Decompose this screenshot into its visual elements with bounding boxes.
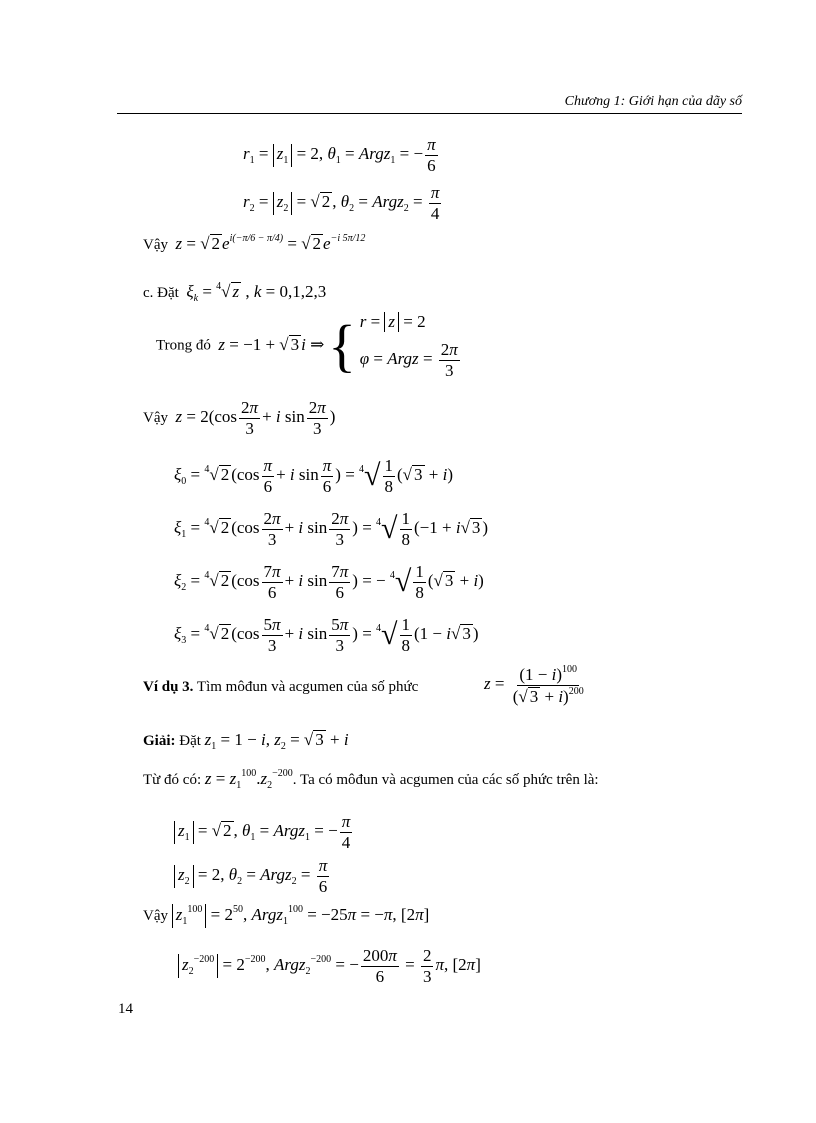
eq-xi1: $\xi_1 = ^4√$ 2 (cos $\frac{2\pi}{3}$ + i sin $\frac{2\pi}{3}$ ) = $^4$√ $\frac{1}{8}$ (−1 + i√ 3 ) (174, 509, 489, 549)
from-there-line: Từ đó có: $z = z_1^{100}.z_2^{-200}$. Ta có môđun và acgumen của các số phức trên là: (143, 768, 599, 791)
eq-xi3: $\xi_3 = ^4√$ 2 (cos $\frac{5\pi}{3}$ + i sin $\frac{5\pi}{3}$ ) = $^4$√ $\frac{1}{8}$ (1 − i√ 3 ) (174, 615, 479, 655)
eq-example-z: z = $\frac{(1 - i)^{100}}{(√ 3 + i)^{200}}$ (484, 664, 584, 706)
page-number: 14 (118, 1001, 133, 1017)
eq-xi2: $\xi_2 = ^4√$ 2 (cos $\frac{7\pi}{6}$ + i sin $\frac{7\pi}{6}$ ) = − $^4$√ $\frac{1}{8}$ (√ 3 + i) (174, 562, 484, 602)
eq-vay-z: Vậy z = √ 2 $e^{i(-\pi/6 - \pi/4)}$ = √ 2 $e^{-i 5\pi/12}$ (143, 233, 366, 253)
label-trong-do: Trong đó (156, 337, 211, 354)
example-3 (143, 679, 418, 696)
eq-c-dat: c. Đặt $\xi_k = ^4√$ z , k = 0,1,2,3 (143, 281, 327, 304)
label-vay-2: Vậy (143, 409, 168, 426)
chapter-header: Chương 1: Giới hạn của dãy số (564, 94, 742, 109)
solution-line: Giải: Đặt $z_1 = 1 - i$, $z_2$ = √ 3 + i (143, 730, 349, 752)
eq-xi0: $\xi_0 = ^4√$ 2 (cos $\frac{\pi}{6}$ + i sin $\frac{\pi}{6}$ ) = $^4$√ $\frac{1}{8}$ (√ 3 + i) (174, 456, 453, 496)
eq-r2: $r_2 = z_2$ = √ 2 , $\theta_2$ = Argz$_2$ = $\frac{\pi}{4}$ (243, 183, 440, 223)
label-c-dat: c. Đặt (143, 285, 179, 301)
eq-mod-z2: $z_2 = 2$, $\theta_2$ = Argz$_2$ = $\frac{\pi}{6}$ (174, 856, 331, 896)
label-vay: Vậy (143, 237, 168, 253)
eq-vay-z-polar: Vậy z = 2(cos $\frac{2\pi}{3}$ + i sin $\frac{2\pi}{3}$ ) (143, 398, 336, 438)
eq-vay-z1-100: Vậy $z_1^{100} = 2^{50}$, Argz$_1^{100}$ = −25π = −π, [2π] (143, 904, 430, 927)
from-there-tail: . Ta có môđun và acgumen của các số phức trên là: (292, 772, 599, 788)
example-label: Ví dụ 3. (143, 679, 194, 695)
eq-trong-do: Trong đó z = −1 + √ 3 i ⇒ { r = z = 2 φ = Argz = $\frac{2\pi}{3}$ (156, 312, 458, 380)
solution-label: Giải: (143, 733, 176, 749)
solution-text: Đặt (179, 733, 201, 749)
eq-mod-z1: $z_1$ = √ 2 , $\theta_1$ = Argz$_1$ = − $\frac{\pi}{4}$ (174, 812, 354, 852)
example-text: Tìm môđun và acgumen của số phức (196, 679, 419, 695)
header-rule (117, 113, 742, 114)
label-vay-3: Vậy (143, 908, 168, 924)
eq-r1: $r_1 = z_1 = 2$, $\theta_1$ = Argz$_1$ = − $\frac{\pi}{6}$ (243, 135, 436, 175)
eq-z2-neg200: $z_2^{-200} = 2^{-200}$, Argz$_2^{-200}$ = − $\frac{200\pi}{6}$ = $\frac{2}{3}$ π, [2π] (178, 946, 481, 986)
from-there-label: Từ đó có: (143, 772, 202, 788)
